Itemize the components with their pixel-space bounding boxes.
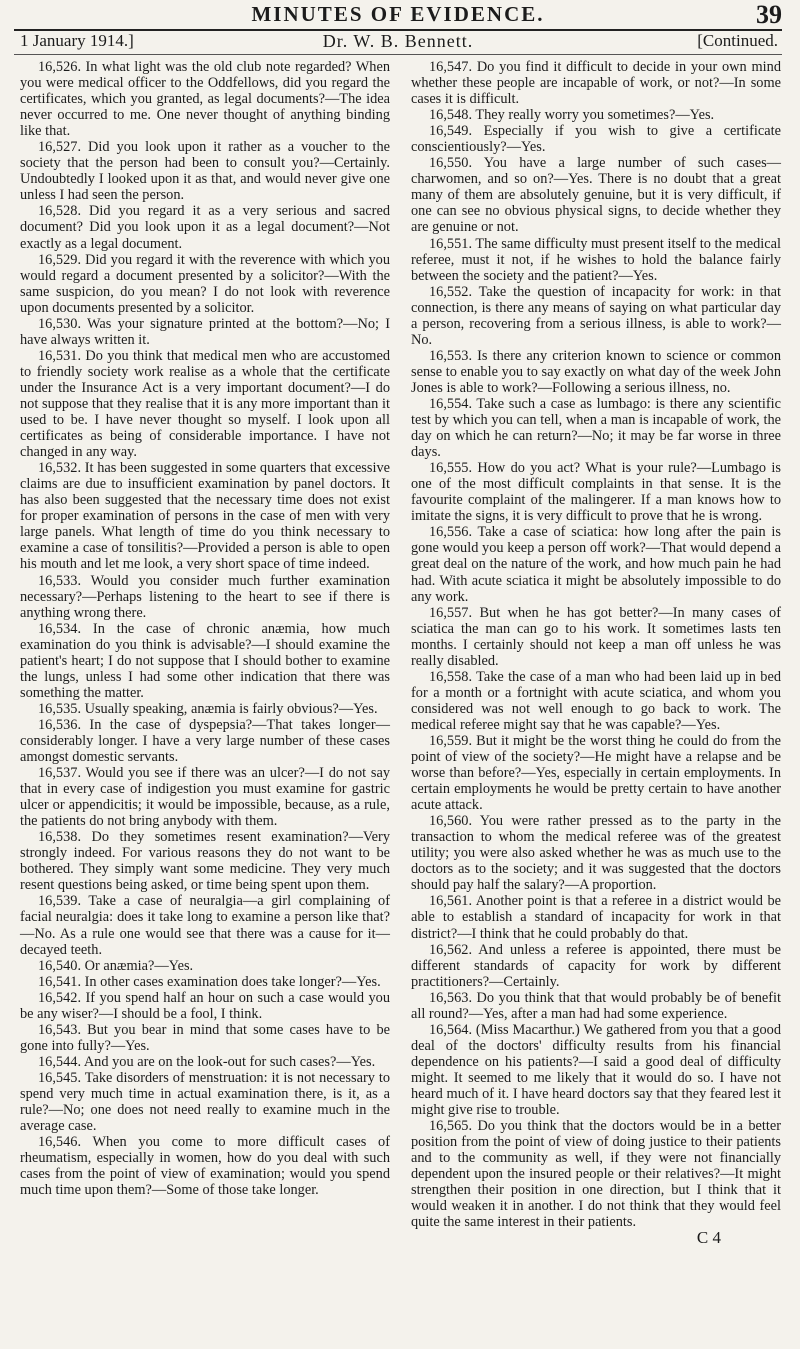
question-answer-paragraph: 16,561. Another point is that a referee in a district would be able to establish a standard of incapacity for work in that district?—I think that he could probably do that. bbox=[411, 893, 781, 942]
question-answer-paragraph: 16,548. They really worry you sometimes?—Yes. bbox=[429, 107, 715, 124]
question-answer-paragraph: 16,550. You have a large number of such cases—charwomen, and so on?—Yes. There is no doubt that a great many of them are absolutely genuine, but it is very difficult, if one can see no obvious physical signs, to decide whether they are genuine or not. bbox=[411, 155, 781, 236]
question-answer-paragraph: 16,562. And unless a referee is appointed, there must be different standards of capacity for work by different practitioners?—Certainly. bbox=[411, 941, 781, 990]
signature-mark: C 4 bbox=[696, 1228, 721, 1248]
continued-label: [Continued. bbox=[697, 31, 778, 50]
question-answer-paragraph: 16,532. It has been suggested in some quarters that excessive claims are due to insufficient examination by panel doctors. It has also been suggested that the necessary time does not exist for proper examination of persons in the case of men with very large panels. What length of time do you think necessary to examine a case of tonsilitis?—Provided a person is able to open his mouth and let me look, a very short space of time indeed. bbox=[20, 460, 390, 573]
question-answer-paragraph: 16,545. Take disorders of menstruation: it is not necessary to spend very much time in actual examination there, is it, as a rule?—No; one does not need really to examine much in the average case. bbox=[20, 1069, 390, 1135]
question-answer-paragraph: 16,539. Take a case of neuralgia—a girl complaining of facial neuralgia: does it take long to examine a person like that?—No. As a rule one would see that there was a cause for it—decayed teeth. bbox=[20, 893, 390, 958]
question-answer-paragraph: 16,527. Did you look upon it rather as a voucher to the society that the person had been to consult you?—Certainly. Undoubtedly I looked upon it as that, and would never give one unless I had seen the person. bbox=[20, 139, 390, 204]
question-answer-paragraph: 16,536. In the case of dyspepsia?—That takes longer—considerably longer. I have a very large number of these cases amongst domestic servants. bbox=[20, 716, 390, 766]
question-answer-paragraph: 16,558. Take the case of a man who had been laid up in bed for a month or a fortnight with acute sciatica, and whom you considered was not well enough to go back to work. The medical referee might say that he was capable?—Yes. bbox=[411, 668, 781, 733]
sitting-date: 1 January 1914.] bbox=[20, 31, 134, 50]
question-answer-paragraph: 16,537. Would you see if there was an ulcer?—I do not say that in every case of indigestion you must examine for gastric ulcer or appendicitis; it would be impossible, because, as a rule, the patients do not bring anybody with them. bbox=[20, 765, 390, 830]
question-answer-paragraph: 16,554. Take such a case as lumbago: is there any scientific test by which you can tell, when a man is incapable of work, the day on which he can return?—No; it may be far worse in three days. bbox=[411, 395, 781, 461]
question-answer-paragraph: 16,555. How do you act? What is your rule?—Lumbago is one of the most difficult complaints in that sense. It is the favourite complaint of the malingerer. If a man knows how to imitate the signs, it is very difficult to prove that he is wrong. bbox=[411, 460, 781, 525]
right-column bbox=[411, 59, 781, 1246]
question-answer-paragraph: 16,556. Take a case of sciatica: how long after the pain is gone would you keep a person off work?—That would depend a great deal on the nature of the work, and how much pain he had had. With acute sciatica it might be absolutely impossible to do any work. bbox=[411, 524, 781, 605]
question-answer-paragraph: 16,542. If you spend half an hour on such a case would you be any wiser?—I should be a fool, I think. bbox=[20, 989, 390, 1022]
left-column bbox=[20, 59, 390, 1198]
question-answer-paragraph: 16,544. And you are on the look-out for such cases?—Yes. bbox=[38, 1053, 376, 1070]
question-answer-paragraph: 16,543. But you bear in mind that some cases have to be gone into fully?—Yes. bbox=[20, 1021, 390, 1054]
question-answer-paragraph: 16,541. In other cases examination does take longer?—Yes. bbox=[38, 973, 381, 990]
witness-name: Dr. W. B. Bennett. bbox=[322, 31, 474, 51]
question-answer-paragraph: 16,547. Do you find it difficult to decide in your own mind whether these people are incapable of work, or not?—In some cases it is difficult. bbox=[411, 59, 781, 108]
question-answer-paragraph: 16,528. Did you regard it as a very serious and sacred document? Did you look upon it as a legal document?—Not exactly as a legal document. bbox=[20, 203, 390, 252]
question-answer-paragraph: 16,553. Is there any criterion known to science or common sense to enable you to say exactly on what day of the week John Jones is able to work?—Following a serious illness, no. bbox=[411, 347, 781, 396]
question-answer-paragraph: 16,535. Usually speaking, anæmia is fairly obvious?—Yes. bbox=[38, 700, 378, 717]
question-answer-paragraph: 16,540. Or anæmia?—Yes. bbox=[38, 957, 194, 974]
question-answer-paragraph: 16,552. Take the question of incapacity for work: in that connection, is there any means of saying on what particular day a person, recovering from a serious illness, is able to work?—No. bbox=[411, 283, 781, 348]
question-answer-paragraph: 16,560. You were rather pressed as to the party in the transaction to whom the medical referee was of the greatest utility; you were also asked whether he was as much use to the doctors as to the society; and it was suggested that the doctors should pay half the salary?—A proportion. bbox=[411, 813, 781, 894]
question-answer-paragraph: 16,538. Do they sometimes resent examination?—Very strongly indeed. For various reasons they do not want to be bothered. They simply want some medicine. They very much resent questions being asked, or time being spent upon them. bbox=[20, 829, 390, 894]
question-answer-paragraph: 16,559. But it might be the worst thing he could do from the point of view of the society?—He might have a relapse and be worse than before?—Yes, especially in certain employments. In certain employments he would be pretty certain to have another acute attack. bbox=[411, 732, 781, 814]
question-answer-paragraph: 16,564. (Miss Macarthur.) We gathered from you that a good deal of the doctors' difficulty results from his financial dependence on his patients?—I said a good deal of difficulty might. It seemed to me likely that it would do so. I have not heard much of it. I have heard doctors say that they feared lest it might give rise to trouble. bbox=[411, 1021, 781, 1119]
question-answer-paragraph: 16,531. Do you think that medical men who are accustomed to friendly society work realise as a whole that the certificate under the Insurance Act is a very important document?—I do not suppose that they realise that it is any more important than it used to be. I have never thought so myself. I look upon all certificates as being of considerable importance. I have not changed in any way. bbox=[20, 347, 390, 461]
question-answer-paragraph: 16,529. Did you regard it with the reverence with which you would regard a document presented by a solicitor?—With the same suspicion, do you mean? I do not look with reverence upon documents presented by a solicitor. bbox=[20, 251, 390, 316]
question-answer-paragraph: 16,530. Was your signature printed at the bottom?—No; I have always written it. bbox=[20, 315, 390, 348]
question-answer-paragraph: 16,551. The same difficulty must present itself to the medical referee, must it not, if he wishes to hold the balance fairly between the society and the patient?—Yes. bbox=[411, 235, 782, 284]
page-number: 39 bbox=[756, 0, 782, 29]
header-rule-lower bbox=[14, 54, 782, 55]
question-answer-paragraph: 16,526. In what light was the old club note regarded? When you were medical officer to the Oddfellows, did you regard the certificates, which you granted, as legal documents?—The idea never occurred to me. One never thought of anything binding like that. bbox=[20, 59, 390, 140]
page-header bbox=[14, 2, 782, 50]
question-answer-paragraph: 16,546. When you come to more difficult cases of rheumatism, especially in women, how do you deal with such cases from the point of view of examination; would you spend much time upon them?—Some of those take longer. bbox=[20, 1134, 390, 1199]
question-answer-paragraph: 16,565. Do you think that the doctors would be in a better position from the point of view of doing justice to their patients and to the community as well, if they were not financially dependent upon the insured people or their relatives?—It might strengthen their position in one direction, but I think that it would weaken it in another. I do not think that they would feel quite the same interest in their patients. bbox=[411, 1118, 781, 1231]
question-answer-paragraph: 16,549. Especially if you wish to give a certificate conscientiously?—Yes. bbox=[411, 123, 781, 156]
question-answer-paragraph: 16,534. In the case of chronic anæmia, how much examination do you think is advisable?—I should examine the patient's heart; I do not suppose that I should bother to examine the lungs, unless I had some other indication that there was something the matter. bbox=[20, 620, 390, 701]
question-answer-paragraph: 16,533. Would you consider much further examination necessary?—Perhaps listening to the heart to see if there is anything wrong there. bbox=[20, 572, 390, 621]
question-answer-paragraph: 16,563. Do you think that that would probably be of benefit all round?—Yes, after a man had had some experience. bbox=[411, 989, 781, 1022]
question-answer-paragraph: 16,557. But when he has got better?—In many cases of sciatica the man can go to his work. It sometimes lasts ten months. I certainly should not keep a man off unless he was really disabled. bbox=[411, 604, 781, 669]
running-title: MINUTES OF EVIDENCE. bbox=[251, 2, 545, 26]
